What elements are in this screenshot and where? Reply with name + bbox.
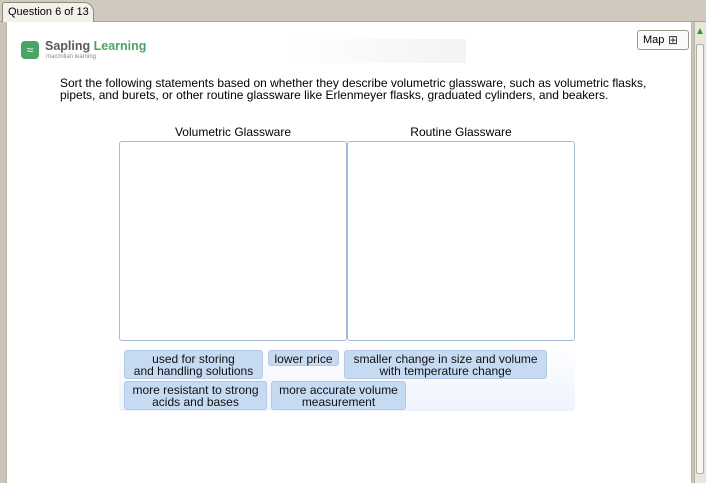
map-button[interactable] bbox=[637, 30, 689, 50]
column-heading-routine: Routine Glassware bbox=[410, 125, 512, 139]
map-button-label: Map bbox=[643, 34, 665, 46]
statement-line: and handling solutions bbox=[133, 364, 254, 378]
column-heading-volumetric: Volumetric Glassware bbox=[174, 125, 292, 139]
drop-zone-routine[interactable] bbox=[347, 141, 575, 341]
top-strip bbox=[0, 0, 706, 22]
statement-line: more accurate volume bbox=[279, 383, 398, 397]
statement-line: more resistant to strong bbox=[132, 383, 259, 397]
sapling-leaf-icon: ≈ bbox=[21, 41, 39, 59]
scroll-up-arrow-icon[interactable]: ▲ bbox=[695, 26, 705, 37]
statement-line: acids and bases bbox=[152, 395, 239, 409]
brand-name-part-1: Sapling bbox=[45, 39, 91, 53]
brand-name bbox=[45, 39, 146, 53]
draggable-statement[interactable] bbox=[124, 381, 267, 410]
drop-zone-volumetric[interactable] bbox=[119, 141, 347, 341]
brand-name-part-2: Learning bbox=[93, 39, 147, 53]
brand-subtitle: macmillan learning bbox=[46, 54, 97, 60]
question-instructions: Sort the following statements based on whether they describe volumetric glassware, such as volumetric flasks, pipets, and burets, or other routine glassware like Erlenmeyer flasks, graduated cylinders, and beakers. bbox=[60, 76, 647, 102]
question-tab[interactable]: Question 6 of 13 bbox=[2, 2, 94, 22]
statement-line: lower price bbox=[274, 352, 333, 366]
statement-line: used for storing bbox=[152, 352, 235, 366]
sitemap-icon: ⊞ bbox=[668, 33, 679, 47]
scrollbar-thumb[interactable] bbox=[696, 44, 704, 474]
statement-line: smaller change in size and volume bbox=[353, 352, 538, 366]
sapling-logo bbox=[16, 39, 466, 63]
draggable-statement[interactable] bbox=[124, 350, 263, 379]
draggable-statement[interactable] bbox=[344, 350, 547, 379]
statement-line: with temperature change bbox=[379, 364, 512, 378]
statement-line: measurement bbox=[301, 395, 376, 409]
draggable-statement[interactable] bbox=[268, 350, 339, 366]
draggable-statement[interactable] bbox=[271, 381, 406, 410]
